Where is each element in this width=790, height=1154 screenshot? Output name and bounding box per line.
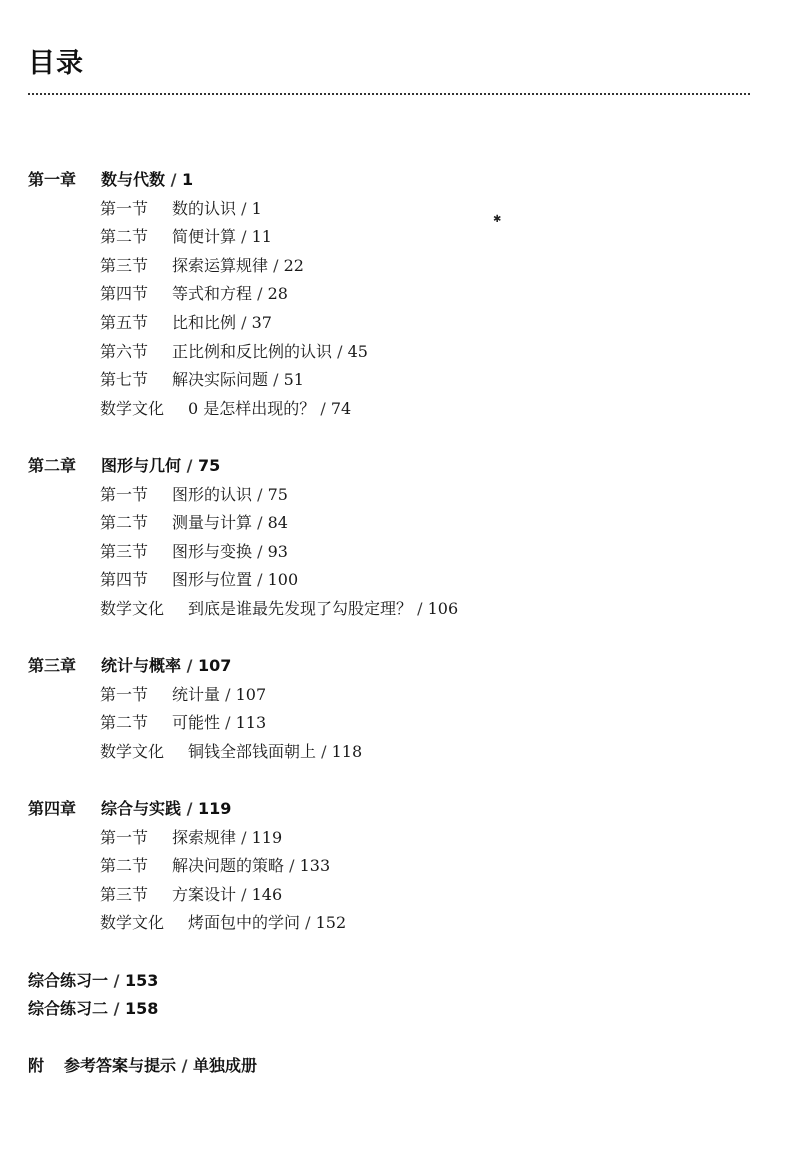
page-separator: / [186, 799, 193, 819]
section-title: 数的认识 [172, 198, 237, 218]
section-title: 图形与位置 [172, 570, 253, 590]
section-entry[interactable] [0, 595, 790, 624]
section-label: 第五节 [100, 312, 149, 332]
chapter-title: 统计与概率 [101, 656, 182, 676]
exercise-title: 综合练习一 [28, 970, 109, 990]
section-page: 74 [330, 398, 352, 418]
chapter-block [0, 795, 790, 938]
section-label: 数学文化 [100, 741, 165, 761]
section-label: 第四节 [100, 284, 149, 304]
chapter-heading[interactable] [0, 652, 790, 681]
section-entry[interactable] [0, 366, 790, 395]
page-separator: / [273, 255, 279, 275]
page-separator: / [241, 198, 247, 218]
chapter-heading[interactable] [0, 452, 790, 481]
spacer [0, 1024, 790, 1053]
page-separator: / [257, 513, 263, 533]
spacer [0, 624, 790, 653]
section-label: 第四节 [100, 570, 149, 590]
section-page: 118 [331, 741, 363, 761]
chapter-title: 图形与几何 [101, 455, 182, 475]
chapter-label: 第四章 [28, 799, 77, 819]
section-entry[interactable] [0, 280, 790, 309]
section-title: 0 是怎样出现的？ [188, 398, 316, 418]
section-page: 107 [235, 684, 267, 704]
exercise-title: 综合练习二 [28, 999, 109, 1019]
section-label: 数学文化 [100, 913, 165, 933]
section-entry[interactable] [0, 909, 790, 938]
section-page: 100 [267, 570, 299, 590]
page-title: 目录 [28, 48, 84, 79]
section-page: 119 [251, 827, 283, 847]
page-separator: / [320, 398, 326, 418]
page-separator: / [241, 312, 247, 332]
spacer [0, 766, 790, 795]
section-page: 11 [251, 227, 272, 247]
page-separator: / [241, 227, 247, 247]
exercise-page: 153 [125, 970, 159, 990]
chapter-heading[interactable] [0, 795, 790, 824]
table-of-contents [0, 166, 790, 1081]
exercise-entry[interactable] [0, 967, 790, 996]
page-separator: / [257, 541, 263, 561]
appendix-entry[interactable] [0, 1052, 790, 1081]
page-separator: / [186, 656, 193, 676]
section-entry[interactable] [0, 852, 790, 881]
section-page: 93 [267, 541, 288, 561]
section-title: 统计量 [172, 684, 221, 704]
section-entry[interactable] [0, 223, 790, 252]
exercise-entry[interactable] [0, 995, 790, 1024]
section-label: 第三节 [100, 541, 149, 561]
spacer [0, 423, 790, 452]
section-title: 铜钱全部钱面朝上 [188, 741, 317, 761]
section-entry[interactable] [0, 881, 790, 910]
section-page: 84 [267, 513, 288, 533]
section-label: 第三节 [100, 884, 149, 904]
section-title: 烤面包中的学问 [188, 913, 301, 933]
section-page: 37 [251, 312, 272, 332]
section-entry[interactable] [0, 309, 790, 338]
section-title: 正比例和反比例的认识 [172, 341, 333, 361]
appendix-label: 附 [28, 1056, 45, 1076]
section-page: 133 [299, 856, 331, 876]
section-entry[interactable] [0, 538, 790, 567]
page-separator: / [170, 170, 177, 189]
section-page: 1 [251, 198, 262, 218]
section-title: 探索运算规律 [172, 255, 269, 275]
section-title: 比和比例 [172, 312, 237, 332]
chapter-page: 75 [198, 455, 221, 475]
page-separator: / [186, 455, 193, 475]
section-title: 解决问题的策略 [172, 856, 285, 876]
section-page: 106 [427, 598, 459, 618]
section-entry[interactable] [0, 709, 790, 738]
chapter-page: 1 [182, 170, 194, 189]
section-title: 方案设计 [172, 884, 237, 904]
section-page: 75 [267, 484, 288, 504]
section-entry[interactable] [0, 824, 790, 853]
section-label: 第二节 [100, 227, 149, 247]
section-title: 探索规律 [172, 827, 237, 847]
section-label: 第六节 [100, 341, 149, 361]
section-label: 第三节 [100, 255, 149, 275]
section-title: 解决实际问题 [172, 370, 269, 390]
section-entry[interactable] [0, 681, 790, 710]
chapter-title: 综合与实践 [101, 799, 182, 819]
section-title: 到底是谁最先发现了勾股定理？ [188, 598, 413, 618]
section-label: 第一节 [100, 827, 149, 847]
page-separator: / [257, 570, 263, 590]
section-page: 51 [283, 370, 304, 390]
section-entry[interactable] [0, 395, 790, 424]
section-entry[interactable] [0, 252, 790, 281]
page-separator: / [113, 970, 120, 990]
title-divider [28, 93, 750, 95]
section-entry[interactable] [0, 195, 790, 224]
section-entry[interactable] [0, 566, 790, 595]
chapter-heading[interactable] [0, 166, 790, 195]
section-title: 图形的认识 [172, 484, 253, 504]
section-title: 测量与计算 [172, 513, 253, 533]
section-title: 图形与变换 [172, 541, 253, 561]
page-separator: / [225, 684, 231, 704]
section-label: 第七节 [100, 370, 149, 390]
page-separator: / [289, 856, 295, 876]
page-separator: / [257, 284, 263, 304]
section-label: 第一节 [100, 484, 149, 504]
section-label: 数学文化 [100, 398, 165, 418]
chapter-block [0, 452, 790, 624]
page-separator: / [321, 741, 327, 761]
section-entry[interactable] [0, 738, 790, 767]
chapter-block [0, 652, 790, 766]
section-page: 28 [267, 284, 288, 304]
section-page: 22 [283, 255, 304, 275]
section-page: 45 [347, 341, 368, 361]
section-label: 第二节 [100, 513, 149, 533]
section-label: 数学文化 [100, 598, 165, 618]
page-separator: / [225, 713, 231, 733]
spacer [0, 938, 790, 967]
chapter-page: 107 [198, 656, 232, 676]
section-page: 146 [251, 884, 283, 904]
page-separator: / [181, 1056, 188, 1076]
section-title: 简便计算 [172, 227, 237, 247]
exercise-page: 158 [125, 999, 159, 1019]
print-speck: ✱ [493, 214, 502, 225]
section-page: 113 [235, 713, 267, 733]
page-separator: / [305, 913, 311, 933]
page-separator: / [241, 827, 247, 847]
section-label: 第二节 [100, 856, 149, 876]
page-separator: / [257, 484, 263, 504]
appendix-page: 单独成册 [193, 1056, 258, 1076]
section-entry[interactable] [0, 338, 790, 367]
chapter-title: 数与代数 [101, 170, 166, 189]
section-entry[interactable] [0, 481, 790, 510]
chapter-block [0, 166, 790, 423]
section-entry[interactable] [0, 509, 790, 538]
chapter-label: 第三章 [28, 656, 77, 676]
page-separator: / [337, 341, 343, 361]
page-separator: / [113, 999, 120, 1019]
section-label: 第一节 [100, 198, 149, 218]
page-separator: / [417, 598, 423, 618]
section-title: 等式和方程 [172, 284, 253, 304]
section-label: 第二节 [100, 713, 149, 733]
section-page: 152 [315, 913, 347, 933]
chapter-label: 第一章 [28, 170, 77, 189]
page-separator: / [241, 884, 247, 904]
chapter-label: 第二章 [28, 455, 77, 475]
section-title: 可能性 [172, 713, 221, 733]
section-label: 第一节 [100, 684, 149, 704]
chapter-page: 119 [198, 799, 232, 819]
page-separator: / [273, 370, 279, 390]
appendix-title: 参考答案与提示 [64, 1056, 177, 1076]
